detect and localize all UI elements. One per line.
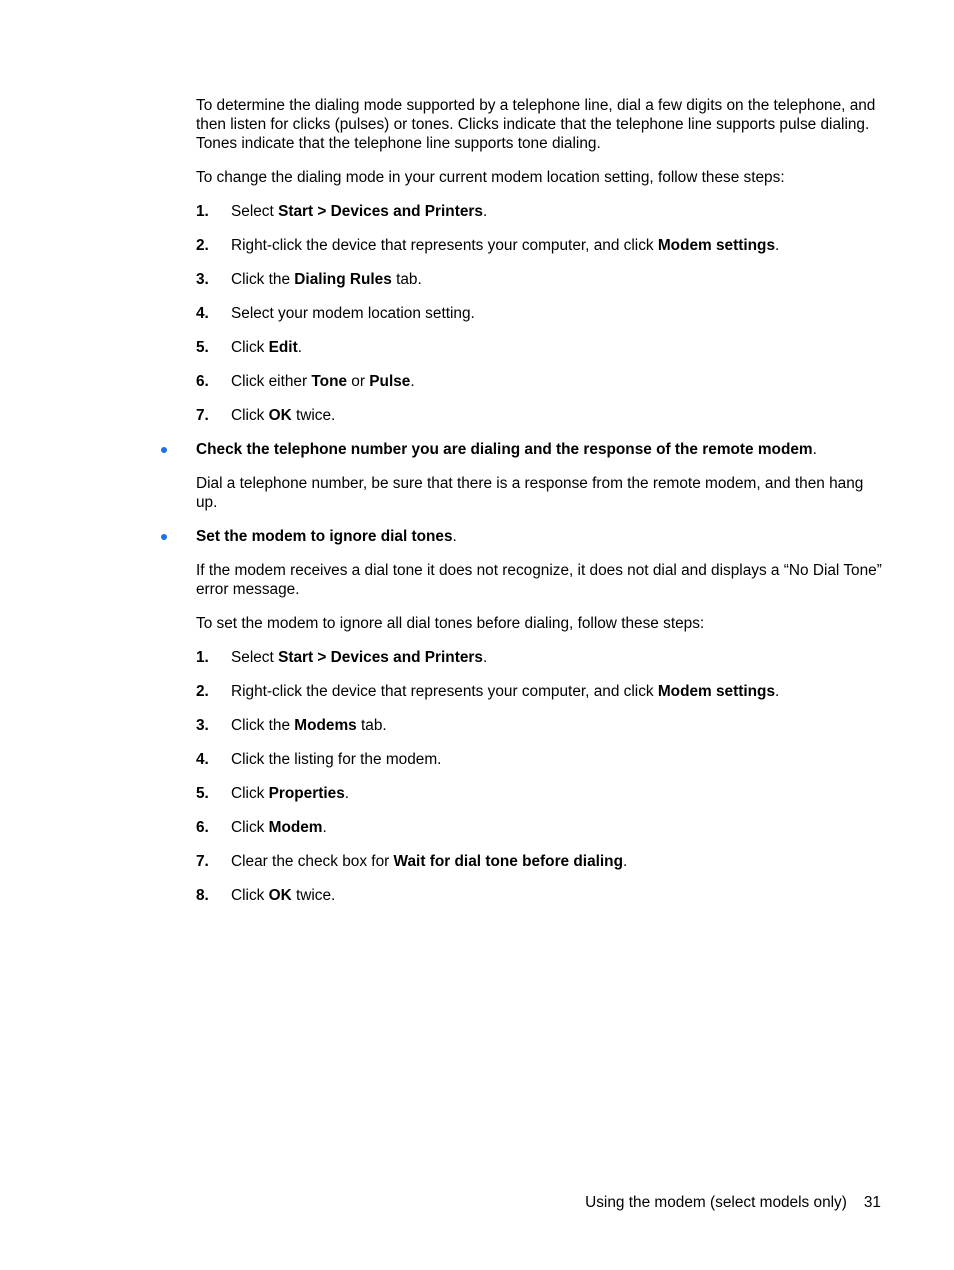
step-text-end: . <box>344 785 350 802</box>
step-text-end: . <box>297 339 302 356</box>
step-bold-text: Start > Devices and Printers <box>278 203 483 220</box>
bullet-heading: Check the telephone number you are dialing and the response of the remote modem <box>196 441 813 458</box>
step-bold-text: OK <box>268 407 292 424</box>
step-text-end: tab. <box>356 717 387 734</box>
list-item <box>196 338 886 357</box>
step-text: Right-click the device that represents your computer, and click <box>231 237 658 254</box>
step-text-end: tab. <box>391 271 422 288</box>
ignore-dial-tone-steps <box>196 648 886 905</box>
step-text-end: . <box>482 203 488 220</box>
step-number: 1. <box>196 203 209 220</box>
step-text: Click <box>231 887 269 904</box>
intro-paragraph: To determine the dialing mode supported by a telephone line, dial a few digits on the telephone, and then listen for clicks (pulses) or tones. Clicks indicate that the telephone line supports pulse dialing. Tones indicate that the telephone line supports tone dialing. <box>196 97 876 152</box>
list-item <box>196 852 886 871</box>
step-number: 3. <box>196 271 209 288</box>
step-text-middle: or <box>347 373 370 390</box>
step-text: Select <box>231 203 279 220</box>
step-number: 1. <box>196 649 209 666</box>
step-text: Click <box>231 785 269 802</box>
step-number: 5. <box>196 339 209 356</box>
step-bold-text: Tone <box>311 373 348 390</box>
step-text: Click the <box>231 717 295 734</box>
document-body <box>196 96 886 920</box>
dialing-mode-steps <box>196 202 886 425</box>
step-number: 7. <box>196 853 209 870</box>
bullet-heading-end: . <box>452 528 457 545</box>
step-text: Click <box>231 819 269 836</box>
list-item <box>196 270 886 289</box>
list-item <box>196 750 886 769</box>
step-bold-text: Dialing Rules <box>294 271 392 288</box>
step-text-end: . <box>482 649 488 666</box>
step-text: Click the listing for the modem. <box>231 751 442 768</box>
list-item <box>196 236 886 255</box>
step-text: Select your modem location setting. <box>231 305 475 322</box>
step-bold-text: Start > Devices and Printers <box>278 649 483 666</box>
list-item <box>196 202 886 221</box>
page-footer <box>585 1193 881 1212</box>
dial-tone-paragraph: If the modem receives a dial tone it does not recognize, it does not dial and displays a “No Dial Tone” error message. <box>196 562 882 598</box>
step-number: 2. <box>196 683 209 700</box>
step-bold-text: Modem settings <box>657 237 776 254</box>
step-text: Click the <box>231 271 295 288</box>
step-text: Select <box>231 649 279 666</box>
list-item <box>196 784 886 803</box>
ignore-steps-intro-paragraph: To set the modem to ignore all dial tones before dialing, follow these steps: <box>196 615 705 632</box>
list-item <box>196 648 886 667</box>
step-bold-text: Modems <box>294 717 357 734</box>
step-number: 8. <box>196 887 209 904</box>
step-bold-text-2: Pulse <box>369 373 411 390</box>
step-number: 4. <box>196 305 209 322</box>
step-bold-text: Wait for dial tone before dialing <box>393 853 623 870</box>
list-item <box>196 886 886 905</box>
bullet-heading: Set the modem to ignore dial tones <box>196 528 453 545</box>
step-number: 3. <box>196 717 209 734</box>
step-number: 6. <box>196 819 209 836</box>
step-text-end: . <box>775 683 780 700</box>
page-number: 31 <box>863 1194 881 1211</box>
step-number: 5. <box>196 785 209 802</box>
check-number-paragraph: Dial a telephone number, be sure that there is a response from the remote modem, and then hang up. <box>196 475 864 511</box>
step-bold-text: OK <box>268 887 292 904</box>
list-item <box>196 406 886 425</box>
list-item <box>196 682 886 701</box>
list-item <box>196 372 886 391</box>
step-text-end: . <box>775 237 780 254</box>
step-text-end: twice. <box>291 887 336 904</box>
step-number: 4. <box>196 751 209 768</box>
step-text-end: twice. <box>291 407 336 424</box>
step-bold-text: Edit <box>268 339 298 356</box>
step-number: 7. <box>196 407 209 424</box>
step-text-end: . <box>623 853 628 870</box>
bullet-icon <box>161 534 167 540</box>
bullet-check-number <box>196 440 886 459</box>
bullet-heading-end: . <box>812 441 817 458</box>
step-text: Right-click the device that represents your computer, and click <box>231 683 658 700</box>
step-text-end: . <box>410 373 415 390</box>
step-number: 6. <box>196 373 209 390</box>
footer-section-title: Using the modem (select models only) <box>585 1194 847 1211</box>
step-text: Click <box>231 339 269 356</box>
step-text: Click <box>231 407 269 424</box>
step-text-end: . <box>322 819 327 836</box>
bullet-icon <box>161 447 167 453</box>
step-bold-text: Properties <box>268 785 345 802</box>
bullet-ignore-dial-tones <box>196 527 886 546</box>
step-number: 2. <box>196 237 209 254</box>
steps-intro-paragraph: To change the dialing mode in your current modem location setting, follow these steps: <box>196 169 785 186</box>
list-item <box>196 818 886 837</box>
list-item <box>196 304 886 323</box>
list-item <box>196 716 886 735</box>
step-text: Clear the check box for <box>231 853 394 870</box>
step-bold-text: Modem settings <box>657 683 776 700</box>
step-bold-text: Modem <box>268 819 323 836</box>
step-text: Click either <box>231 373 312 390</box>
